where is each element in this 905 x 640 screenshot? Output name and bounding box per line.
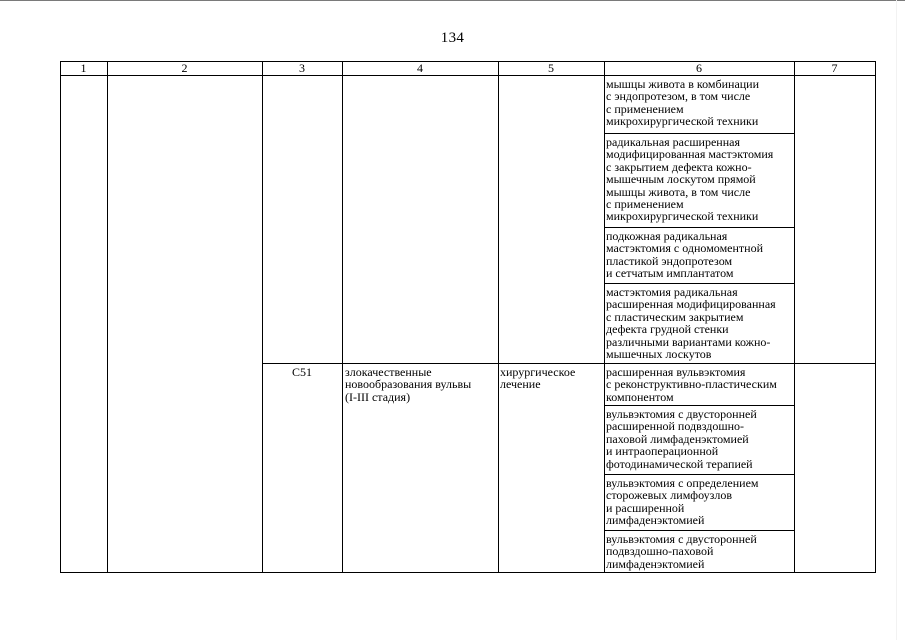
- scan-top-border: [0, 0, 905, 1]
- method-cell: радикальная расширенная модифицированная мастэктомия с закрытием дефекта кожно- мышечным лоскутом прямой мышцы живота, в том числе с применением микрохирургической техники: [606, 135, 774, 224]
- method-cell: вульвэктомия с двусторонней подвздошно-паховой лимфаденэктомией: [606, 532, 757, 571]
- method-cell: расширенная вульвэктомия с реконструктивно-пластическим компонентом: [606, 365, 777, 404]
- method-row-divider: [604, 405, 794, 406]
- column-header: 1: [80, 61, 87, 75]
- page-number: 134: [440, 30, 465, 46]
- col-border-left: [60, 61, 61, 573]
- method-row-divider: [604, 133, 794, 134]
- method-row-divider: [604, 474, 794, 475]
- method-cell: вульвэктомия с двусторонней расширенной подвздошно- паховой лимфаденэктомией и интраоперационной фотодинамической терапией: [606, 407, 757, 471]
- header-bottom-border: [60, 75, 876, 76]
- col-border-4-5: [498, 61, 499, 573]
- column-header: 4: [417, 61, 423, 75]
- section-divider-c51: [262, 363, 876, 364]
- treatment-type-cell: хирургическое лечение: [500, 365, 576, 392]
- column-header: 7: [831, 61, 838, 75]
- column-header: 6: [696, 61, 702, 75]
- column-header: 5: [548, 61, 554, 75]
- col-border-2-3: [262, 61, 263, 573]
- col-border-5-6: [604, 61, 605, 573]
- column-header: 3: [299, 61, 305, 75]
- method-cell: подкожная радикальная мастэктомия с одномоментной пластикой эндопротезом и сетчатым имплантатом: [606, 229, 763, 281]
- method-cell: мышцы живота в комбинации с эндопротезом, в том числе с применением микрохирургической техники: [606, 77, 760, 129]
- col-border-6-7: [794, 61, 795, 573]
- method-cell: мастэктомия радикальная расширенная модифицированная с пластическим закрытием дефекта грудной стенки различными вариантами кожно- мышечных лоскутов: [606, 285, 776, 362]
- method-row-divider: [604, 530, 794, 531]
- col-border-right: [875, 61, 876, 573]
- col-border-3-4: [342, 61, 343, 573]
- table-bottom-border: [60, 572, 876, 573]
- diagnosis-cell: злокачественные новообразования вульвы (I-III стадия): [345, 365, 472, 404]
- icd-code-cell: C51: [291, 365, 312, 379]
- column-header: 2: [181, 61, 188, 75]
- method-row-divider: [604, 283, 794, 284]
- method-row-divider: [604, 227, 794, 228]
- col-border-1-2: [107, 61, 108, 573]
- scan-right-edge: [896, 0, 897, 640]
- method-cell: вульвэктомия с определением сторожевых лимфоузлов и расширенной лимфаденэктомией: [606, 476, 759, 528]
